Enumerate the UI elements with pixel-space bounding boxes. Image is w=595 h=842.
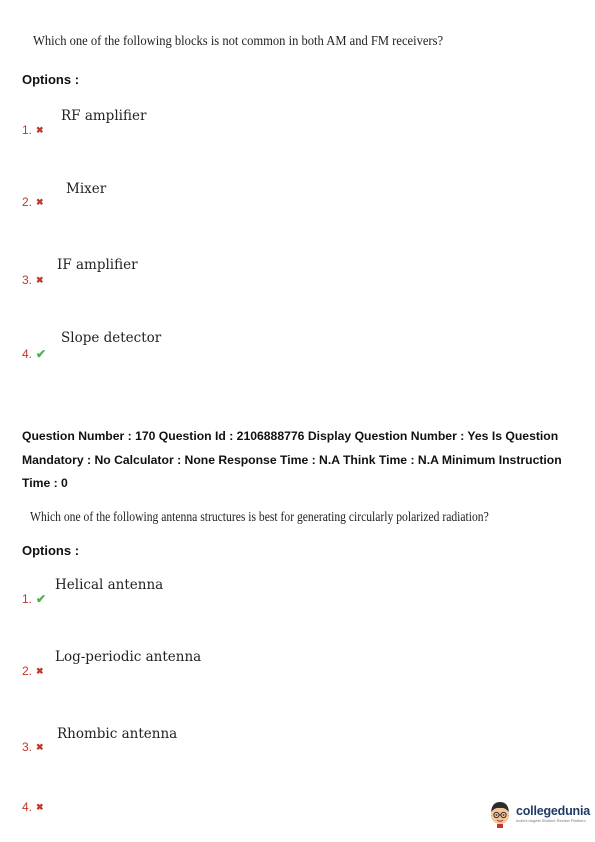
option-index: 3.	[22, 740, 33, 754]
option-index: 1.	[22, 592, 33, 606]
cross-icon: ✖	[36, 274, 44, 285]
option-text: IF amplifier	[57, 257, 138, 273]
option-number	[22, 592, 46, 606]
question-2-text: Which one of the following antenna structures is best for generating circularly polarized radiation?	[30, 509, 489, 524]
cross-icon: ✖	[36, 801, 44, 812]
option-number	[22, 123, 44, 137]
option-number	[22, 273, 44, 287]
check-icon: ✔	[36, 347, 47, 361]
cross-icon: ✖	[36, 196, 44, 207]
option-number	[22, 800, 44, 814]
options-label: Options :	[22, 72, 80, 87]
option-text: RF amplifier	[61, 108, 147, 124]
cross-icon: ✖	[36, 665, 44, 676]
option-text: Rhombic antenna	[57, 726, 178, 742]
option-number	[22, 740, 44, 754]
cross-icon: ✖	[36, 124, 44, 135]
options-label: Options :	[22, 543, 80, 558]
option-text: Helical antenna	[55, 577, 164, 593]
check-icon: ✔	[36, 592, 47, 606]
option-number	[22, 664, 44, 678]
question-1-text: Which one of the following blocks is not common in both AM and FM receivers?	[33, 33, 444, 48]
option-index: 4.	[22, 347, 33, 361]
question-meta: Question Number : 170 Question Id : 2106888776 Display Question Number : Yes Is Question Mandatory : No Calculator : None Response Time : N.A Think Time : N.A Minimum Instruction Time : 0	[22, 429, 562, 490]
option-index: 1.	[22, 123, 33, 137]
cross-icon: ✖	[36, 741, 44, 752]
option-number	[22, 347, 46, 361]
option-index: 3.	[22, 273, 33, 287]
logo-name: collegedunia	[516, 803, 591, 818]
option-number	[22, 195, 44, 209]
option-text: Log-periodic antenna	[55, 649, 202, 665]
collegedunia-logo	[488, 798, 590, 828]
option-text: Slope detector	[61, 330, 162, 346]
option-index: 4.	[22, 800, 33, 814]
mascot-icon	[488, 798, 512, 828]
option-index: 2.	[22, 195, 33, 209]
option-text: Mixer	[66, 181, 107, 197]
option-index: 2.	[22, 664, 33, 678]
logo-tagline: India's largest Student Review Platform	[516, 817, 586, 823]
